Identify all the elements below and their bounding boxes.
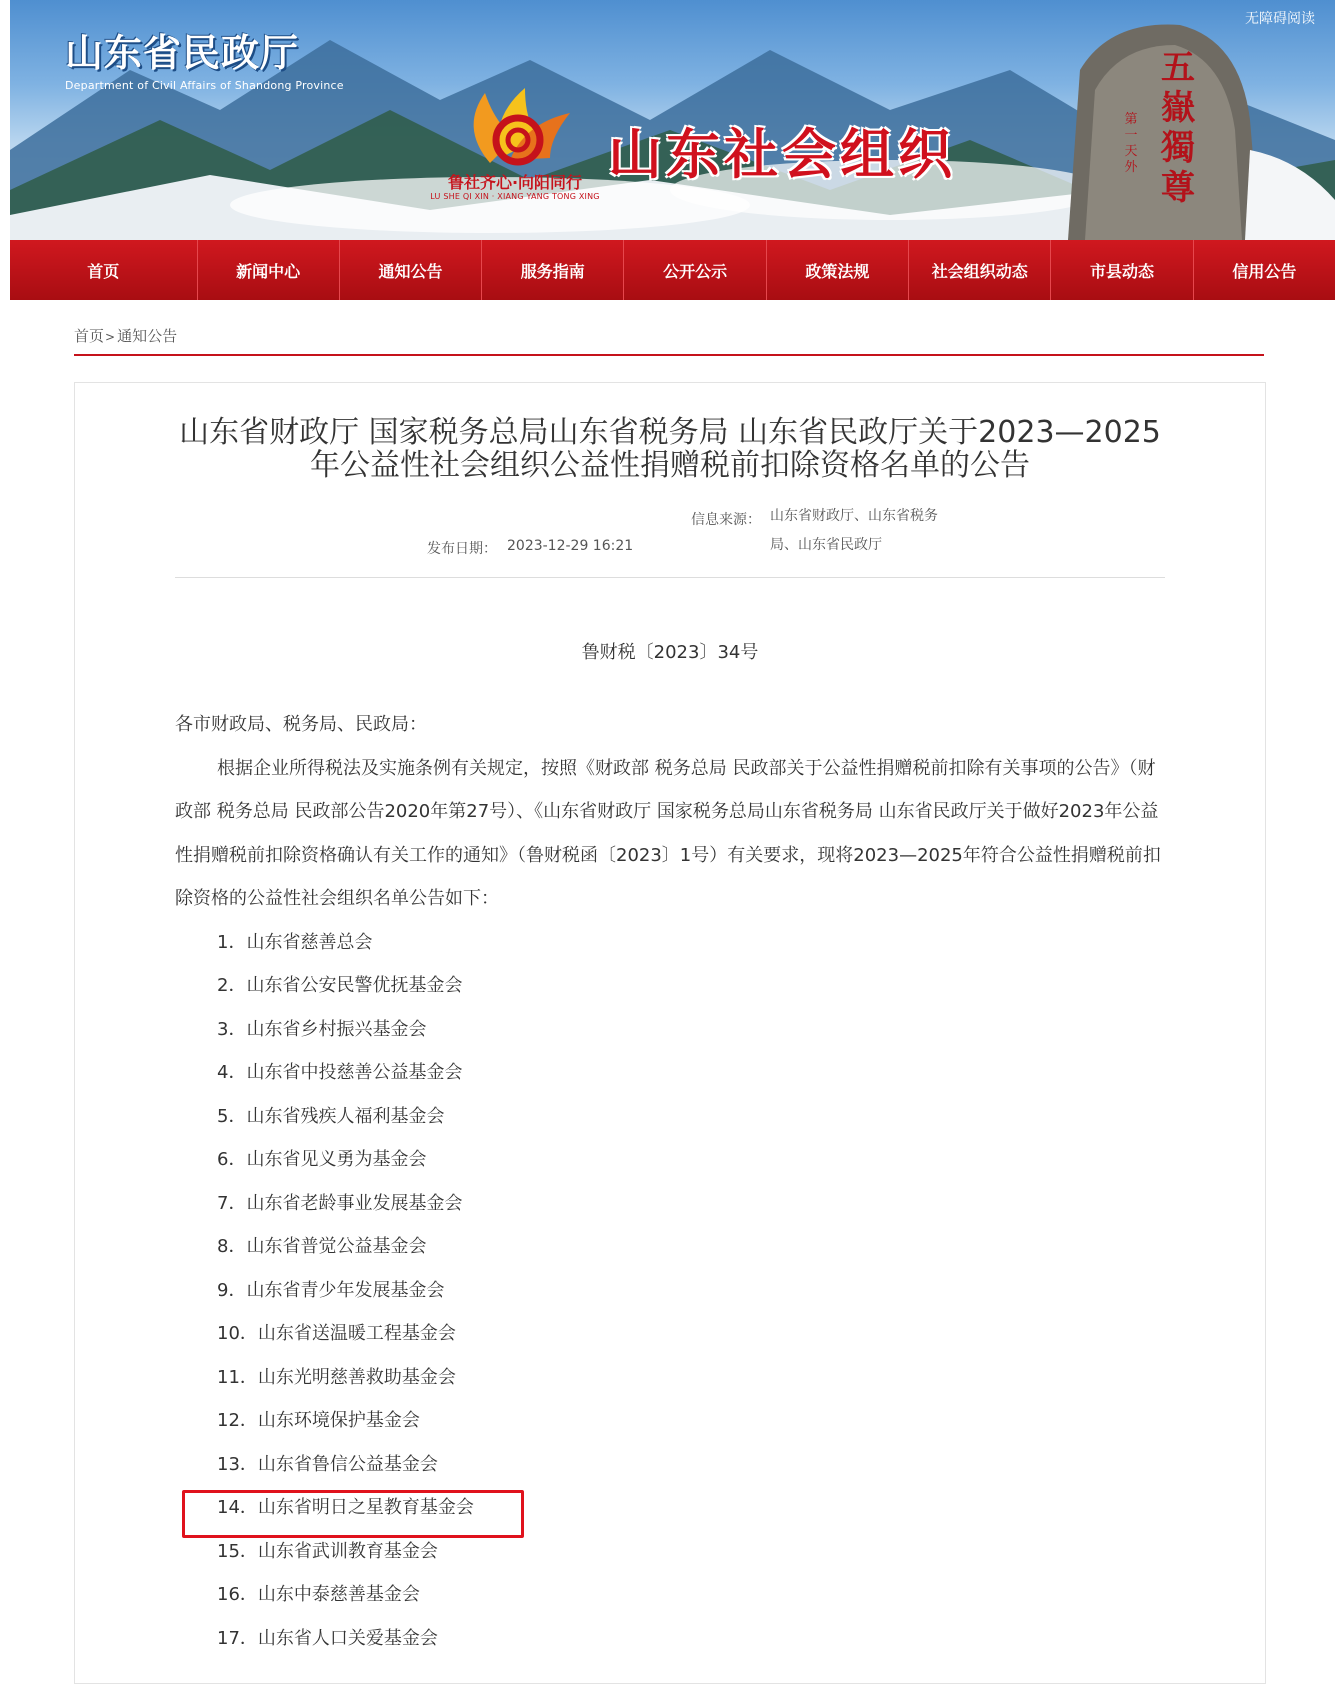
breadcrumb-separator: > <box>105 330 116 344</box>
list-item-highlighted: 14．山东省明日之星教育基金会 <box>217 1497 474 1518</box>
emblem-icon <box>430 78 600 168</box>
list-item: 17．山东省人口关爱基金会 <box>217 1627 438 1649</box>
emblem-slogan-en: LU SHE QI XIN · XIANG YANG TONG XING <box>430 192 600 201</box>
nav-item-news[interactable]: 新闻中心 <box>198 240 340 300</box>
article-title: 山东省财政厅 国家税务总局山东省税务局 山东省民政厅关于2023—2025年公益性社会组织公益性捐赠税前扣除资格名单的公告 <box>179 415 1161 483</box>
list-item: 8．山东省普觉公益基金会 <box>217 1236 427 1257</box>
nav-item-org-news[interactable]: 社会组织动态 <box>909 240 1051 300</box>
site-name: 山东省民政厅 <box>65 30 300 75</box>
nav-item-home[interactable]: 首页 <box>10 240 198 300</box>
breadcrumb-home[interactable]: 首页 <box>74 327 105 345</box>
emblem-slogan: 鲁社齐心·向阳同行 <box>447 173 583 192</box>
list-item: 12．山东环境保护基金会 <box>217 1410 420 1431</box>
list-item: 3．山东省乡村振兴基金会 <box>217 1018 427 1040</box>
breadcrumb <box>74 325 1264 356</box>
stone-inscription: 五嶽獨尊 <box>1161 48 1195 208</box>
site-name-en: Department of Civil Affairs of Shandong Province <box>65 79 344 92</box>
list-item: 9．山东省青少年发展基金会 <box>217 1279 445 1301</box>
main-nav <box>10 240 1335 300</box>
date-value: 2023-12-29 16:21 <box>507 538 634 554</box>
nav-item-public-disclosure[interactable]: 公开公示 <box>624 240 766 300</box>
list-item: 1．山东省慈善总会 <box>217 931 373 953</box>
list-item: 2．山东省公安民警优抚基金会 <box>217 975 463 996</box>
list-item: 5．山东省残疾人福利基金会 <box>217 1105 445 1127</box>
highlight-box <box>182 1490 524 1538</box>
list-item: 6．山东省见义勇为基金会 <box>217 1149 427 1170</box>
article-card <box>74 382 1266 1684</box>
breadcrumb-current[interactable]: 通知公告 <box>117 327 178 345</box>
document-number: 鲁财税〔2023〕34号 <box>581 642 759 663</box>
nav-item-credit[interactable]: 信用公告 <box>1232 261 1297 281</box>
list-item: 4．山东省中投慈善公益基金会 <box>217 1062 463 1083</box>
source-label: 信息来源： <box>691 512 761 528</box>
nav-item-notices[interactable]: 通知公告 <box>340 240 482 300</box>
intro-paragraph: 根据企业所得税法及实施条例有关规定，按照《财政部 税务总局 民政部关于公益性捐赠税前扣除有关事项的公告》（财政部 税务总局 民政部公告2020年第27号）、《山东省财政厅 国家税务总局山东省税务局 山东省民政厅关于做好2023年公益性捐赠税前扣除资格确认有关工作的通知》（鲁财税函〔2023〕1号）有关要求，现将2023—2025年符合公益性捐赠税前扣除资格的公益性社会组织名单公告如下： <box>175 757 1161 909</box>
list-item: 7．山东省老龄事业发展基金会 <box>217 1192 463 1214</box>
site-logo[interactable] <box>65 22 344 92</box>
source-value: 山东省财政厅、山东省税务局、山东省民政厅 <box>770 508 938 553</box>
accessibility-link[interactable]: 无障碍阅读 <box>1245 11 1315 27</box>
date-label: 发布日期： <box>427 541 497 557</box>
nav-item-local-news[interactable]: 市县动态 <box>1051 240 1193 300</box>
salutation: 各市财政局、税务局、民政局： <box>175 714 427 735</box>
list-item: 15．山东省武训教育基金会 <box>217 1540 438 1562</box>
header-banner <box>10 0 1335 240</box>
stone-inscription-small: 第一天外 <box>1124 112 1138 175</box>
headline: 山东社会组织 <box>608 123 956 186</box>
list-item: 10．山东省送温暖工程基金会 <box>217 1323 456 1344</box>
list-item: 11．山东光明慈善救助基金会 <box>217 1366 456 1388</box>
nav-item-policies[interactable]: 政策法规 <box>767 240 909 300</box>
list-item: 13．山东省鲁信公益基金会 <box>217 1453 438 1475</box>
organization-emblem <box>430 78 600 208</box>
nav-item-service-guide[interactable]: 服务指南 <box>482 240 624 300</box>
list-item: 16．山东中泰慈善基金会 <box>217 1584 420 1605</box>
meta-divider <box>175 577 1165 578</box>
